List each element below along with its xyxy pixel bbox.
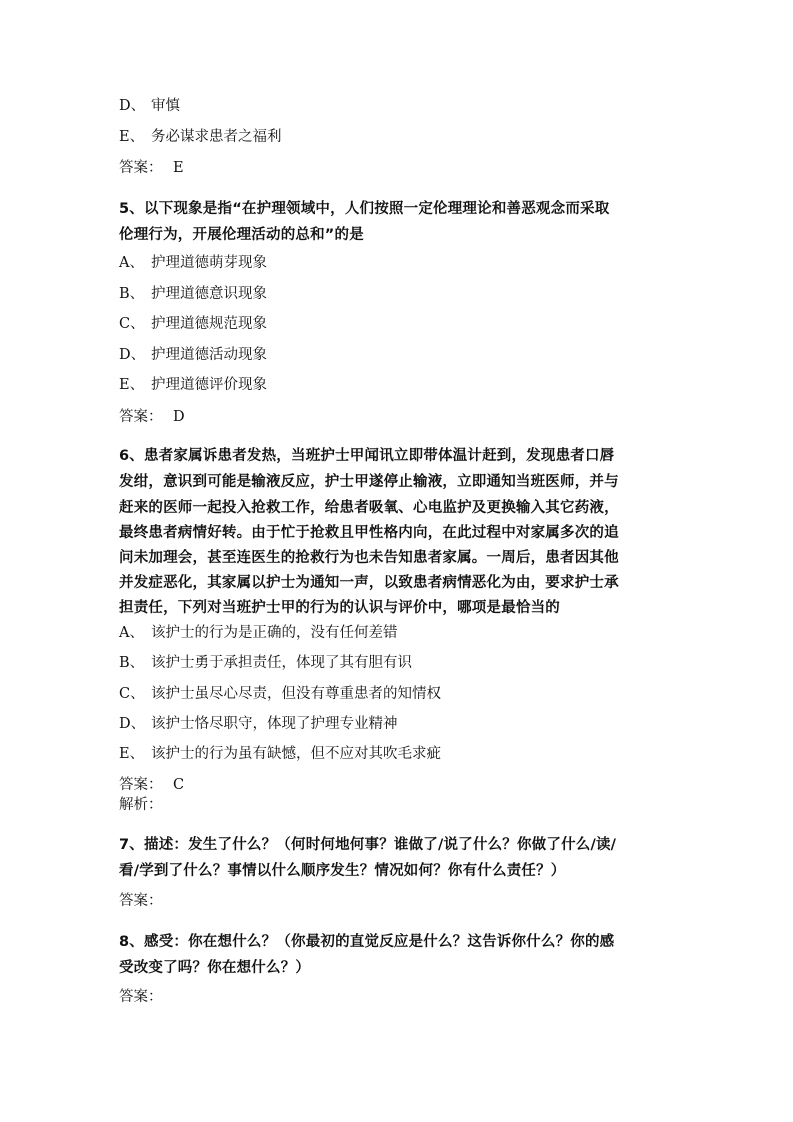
q8-stem-line-2: 受改变了吗？你在想什么？） xyxy=(119,960,311,976)
q5-option-a xyxy=(119,253,267,273)
q7-stem-line-1: 7、描述：发生了什么？（何时何地何事？谁做了/说了什么？你做了什么/读/ xyxy=(119,837,617,853)
option-text: 该护士勇于承担责任，体现了其有胆有识 xyxy=(151,655,412,671)
option-text: 审慎 xyxy=(151,98,180,114)
option-text: 该护士恪尽职守，体现了护理专业精神 xyxy=(151,716,398,732)
q6-stem-line-4: 最终患者病情好转。由于忙于抢救且甲性格内向，在此过程中对家属多次的追 xyxy=(119,525,619,541)
q7-answer-label: 答案： xyxy=(119,893,163,909)
option-letter: B、 xyxy=(119,286,145,302)
option-letter: A、 xyxy=(119,255,144,271)
q5-option-c xyxy=(119,314,267,334)
q6-stem-line-7: 担责任，下列对当班护士甲的行为的认识与评价中，哪项是最恰当的 xyxy=(119,600,560,616)
option-text: 护理道德萌芽现象 xyxy=(151,255,267,271)
option-text: 护理道德活动现象 xyxy=(151,347,267,363)
q5-option-e xyxy=(119,375,267,395)
q6-answer xyxy=(119,775,184,795)
q4-answer xyxy=(119,158,184,178)
option-letter: A、 xyxy=(119,625,144,641)
option-text: 护理道德评价现象 xyxy=(151,377,267,393)
option-text: 护理道德意识现象 xyxy=(151,286,267,302)
q8-answer-label: 答案： xyxy=(119,989,163,1005)
option-text: 该护士虽尽心尽责，但没有尊重患者的知情权 xyxy=(151,686,441,702)
answer-value: D xyxy=(173,409,185,425)
option-letter: E、 xyxy=(119,377,145,393)
q6-stem-line-1: 6、患者家属诉患者发热，当班护士甲闻讯立即带体温计赶到，发现患者口唇 xyxy=(119,448,615,464)
option-letter: C、 xyxy=(119,316,145,332)
q6-option-a xyxy=(119,623,398,643)
option-letter: E、 xyxy=(119,746,145,762)
q6-stem-line-3: 赶来的医师一起投入抢救工作，给患者吸氧、心电监护及更换输入其它药液， xyxy=(119,500,619,516)
q5-option-b xyxy=(119,284,267,304)
option-text: 该护士的行为是正确的，没有任何差错 xyxy=(151,625,398,641)
q6-analysis-label: 解析： xyxy=(119,797,163,813)
q5-option-d xyxy=(119,345,267,365)
option-letter: D、 xyxy=(119,98,146,114)
q5-stem-line-2: 伦理行为，开展伦理活动的总和”的是 xyxy=(119,227,364,243)
answer-label: 答案： xyxy=(119,160,163,176)
answer-value: E xyxy=(173,160,184,176)
q4-option-e xyxy=(119,127,282,147)
q4-option-d xyxy=(119,96,180,116)
option-letter: E、 xyxy=(119,129,145,145)
q6-option-d xyxy=(119,714,398,734)
option-letter: D、 xyxy=(119,347,146,363)
q6-option-c xyxy=(119,684,441,704)
q7-stem-line-2: 看/学到了什么？事情以什么顺序发生？情况如何？你有什么责任？） xyxy=(119,863,566,879)
q8-stem-line-1: 8、感受：你在想什么？（你最初的直觉反应是什么？这告诉你什么？你的感 xyxy=(119,934,615,950)
option-text: 务必谋求患者之福利 xyxy=(151,129,282,145)
q6-stem-line-2: 发绀，意识到可能是输液反应，护士甲遂停止输液，立即通知当班医师，并与 xyxy=(119,474,619,490)
q6-option-b xyxy=(119,653,412,673)
q6-stem-line-5: 问未加理会，甚至连医生的抢救行为也未告知患者家属。一周后，患者因其他 xyxy=(119,550,619,566)
option-text: 该护士的行为虽有缺憾，但不应对其吹毛求疵 xyxy=(151,746,441,762)
option-letter: C、 xyxy=(119,686,145,702)
option-letter: D、 xyxy=(119,716,146,732)
q5-stem-line-1: 5、以下现象是指“在护理领域中，人们按照一定伦理理论和善恶观念而采取 xyxy=(119,201,610,217)
answer-label: 答案： xyxy=(119,777,163,793)
option-letter: B、 xyxy=(119,655,145,671)
option-text: 护理道德规范现象 xyxy=(151,316,267,332)
q6-option-e xyxy=(119,744,441,764)
answer-value: C xyxy=(173,777,185,793)
q5-answer xyxy=(119,407,185,427)
answer-label: 答案： xyxy=(119,409,163,425)
q6-stem-line-6: 并发症恶化，其家属以护士为通知一声，以致患者病情恶化为由，要求护士承 xyxy=(119,575,619,591)
